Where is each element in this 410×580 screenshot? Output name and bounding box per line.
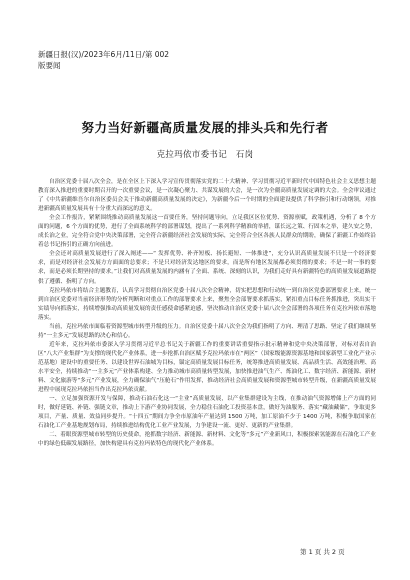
paragraph: 一、立足加强资源开发与保障，推动石油石化这一“主业”高质量发展，以产业集群建设为主线，在推动油气资源增储上产方面的同时，做好延链、补链、强链文章，推动上下游产业协同发展，全力稳住石油化工投资基本盘，做好为油服务、落实“藏油藏储”，争取更多项目，产量、质量、效益同步提升。“十四五”期间力争全市原油年产量达到 1500 万吨，加工原油不少于 1400 万吨，积极争取国家在石油化工产业基地规划布局，持续推进结构优化工业产业发展，力争建设一流、更好、更新的产业集群。 — [38, 396, 376, 430]
paragraph: 近年来，克拉玛依市委深入学习贯彻习近平总书记关于新疆工作的重要讲话重要指示批示精神和党中央决策部署，对标对表自治区“八大产业集群”为支撑的现代化产业体系，进一步抢抓自治区赋予克拉玛依市在“两区”（国家级能源资源基地和国家新型工业化产业示范基地）建设中的重要任务、以建设世界石油城为目标，锚定高质量发展目标任务，统筹推进高质量发展、高品质生活、高效能治理、高水平安全，持续推动“一主多元”产业体系构建、全力推动城市高质量转型发展，加快推进油气生产、炼油化工、数字经济、新能源、新材料、文化旅游等“多元”产业发展，全力确保油气“压舱石”作用发挥，推动经济社会高质量发展和资源型城市转型升级，在新疆高质量发展进程中展现克拉玛依担当作出克拉玛依贡献。 — [38, 341, 376, 394]
paragraph: 二、着眼资源型城市转型的历史使命，抢抓数字经济、新能源、新材料、文化等“多元”产业新风口，积极探索氢能源在石油化工产业中的绿色低碳发展路径，加快构建具有克拉玛依特色的现代化产业体系。 — [38, 432, 376, 448]
document-meta — [38, 49, 169, 71]
article-title: 努力当好新疆高质量发展的排头兵和先行者 — [81, 120, 329, 135]
article-body — [38, 178, 376, 449]
page-number: 第 1 页 共 2 页 — [300, 548, 345, 556]
paragraph: 克拉玛依市将结合主题教育，认真学习贯彻自治区党委十届八次全会精神，切实把思想和行动统一到自治区党委部署要求上来，统一到自治区党委对当前经济形势的分析判断和对重点工作的部署要求上来，聚焦全会部署要求抓落实，紧扣重点目标任务抓推进，突出实干实绩导向抓落实，持续增强推动高质量发展的责任感使命感紧迫感，坚决推动自治区党委十届八次全会部署的各项任务在克拉玛依市落地落实。 — [38, 287, 376, 321]
paragraph: 自治区党委十届八次全会，是在全区上下深入学习宣传贯彻落实党的二十大精神、学习贯彻习近平新时代中国特色社会主义思想主题教育深入推进的重要时期召开的一次重要会议，是一次凝心聚力、共谋发展的大会，是一次为全疆高质量发展定调的大会。全会审议通过了《中共新疆维吾尔自治区委员会关于推动新疆高质量发展的决定》，为新疆今后一个时期的全面建设提供了科学指引和行动纲领，对推进新疆高质量发展具有十分重大而深远的意义。 — [38, 179, 376, 213]
paragraph: 全会还对高质量发展进行了深入阐述——“ 发挥优势、补齐短板、扬长避短、一体推进”，充分认识高质量发展不只是一个经济要求，而是对经济社会发展方方面面的总要求；不是只对经济发达地区的要求，而是所有地区发展都必须贯彻的要求；不是一时一事的要求，而是必须长期坚持的要求。”让我们对高质量发展的内涵有了全面、系统、深刻的认识，为我们走好具有新疆特色的高质量发展道路提供了遵循、指明了方向。 — [38, 251, 376, 285]
source-line: 新疆日报(汉)/2023年6月/11日/第 002 — [38, 50, 170, 59]
paragraph: 全会工作报告，紧紧围绕推动高质量发展这一首要任务，坚持问题导向，立足我区区位优势、资源禀赋，政策机遇，分析了 8 个方面的问题，6 个方面的优势，进行了全面系统科学的部署谋划，提出了一系列科学精准的举措，谋长远之策、行固本之举，建久安之势，成长治之业，完全符合党中央决策部署，完全符合新疆经济社会发展的实际，完全符合全区各族人民群众的期盼，确保了新疆工作始终沿着总书记指引的正确方向前进。 — [38, 215, 376, 249]
paragraph: 当前，克拉玛依市面临着资源型城市转型升级的压力。自治区党委十届八次全会为我们指明了方向、理清了思路、坚定了我们继续坚持“一主多元”发展思路的决心和信心。 — [38, 323, 376, 339]
article-byline: 克拉玛依市委书记 石岗 — [156, 150, 254, 160]
section-line: 版要闻 — [38, 61, 61, 70]
